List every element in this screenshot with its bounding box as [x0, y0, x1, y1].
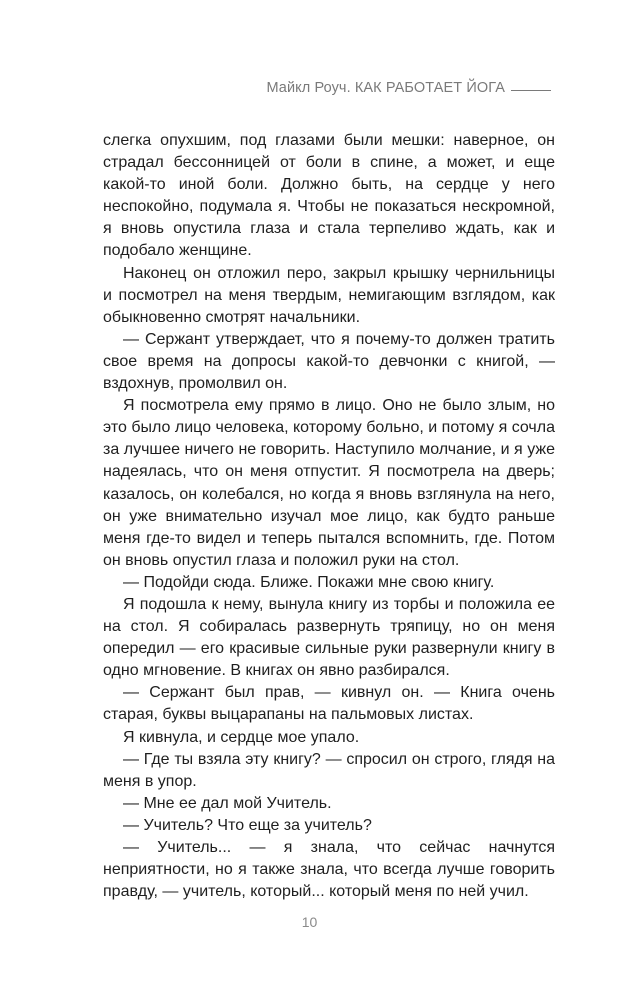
paragraph: слегка опухшим, под глазами были мешки: наверное, он страдал бессонницей от боли в спине, а может, и еще какой-то иной боли. Должно быть, на сердце у него неспокойно, подумала я. Чтобы не показаться нескромной, я вновь опустила глаза и стала терпеливо ждать, как и подобало женщине. [103, 132, 555, 260]
paragraph: — Где ты взяла эту книгу? — спросил он строго, глядя на меня в упор. [103, 750, 555, 790]
paragraph: — Подойди сюда. Ближе. Покажи мне свою книгу. [123, 573, 495, 591]
paragraph: Я посмотрела ему прямо в лицо. Оно не было злым, но это было лицо человека, которому больно, и потому я сочла за лучшее ничего не говорить. Наступило молчание, и я уже надеялась, что он меня отпустит. Я посмотрела на дверь; казалось, он колебался, но когда я вновь взглянула на него, он уже внимательно изучал мое лицо, как будто раньше меня где-то видел и теперь пытался вспомнить, где. Потом он вновь опустил глаза и положил руки на стол. [103, 397, 555, 569]
paragraph: Я подошла к нему, вынула книгу из торбы и положила ее на стол. Я собиралась развернуть тряпицу, но он меня опередил — его красивые сильные руки развернули книгу в одно мгновение. В книгах он явно разбирался. [103, 595, 555, 680]
paragraph: — Мне ее дал мой Учитель. [123, 794, 332, 812]
paragraph: Я кивнула, и сердце мое упало. [123, 728, 360, 746]
paragraph: — Сержант утверждает, что я почему-то должен тратить свое время на допросы какой-то девчонки с книгой, — вздохнув, промолвил он. [103, 330, 555, 393]
paragraph: Наконец он отложил перо, закрыл крышку чернильницы и посмотрел на меня твердым, немигающим взглядом, как обыкновенно смотрят начальники. [103, 264, 555, 326]
running-head-title: Майкл Роуч. КАК РАБОТАЕТ ЙОГА [266, 80, 505, 96]
paragraph: — Учитель... — я знала, что сейчас начнутся неприятности, но я также знала, что всегда лучше говорить правду, — учитель, который... который меня по ней учил. [103, 839, 555, 901]
page-number: 10 [301, 914, 318, 930]
running-head [266, 80, 551, 96]
body-text [103, 130, 555, 903]
paragraph: — Учитель? Что еще за учитель? [123, 816, 372, 834]
paragraph: — Сержант был прав, — кивнул он. — Книга очень старая, буквы выцарапаны на пальмовых листах. [103, 684, 555, 724]
running-head-rule [511, 90, 551, 91]
